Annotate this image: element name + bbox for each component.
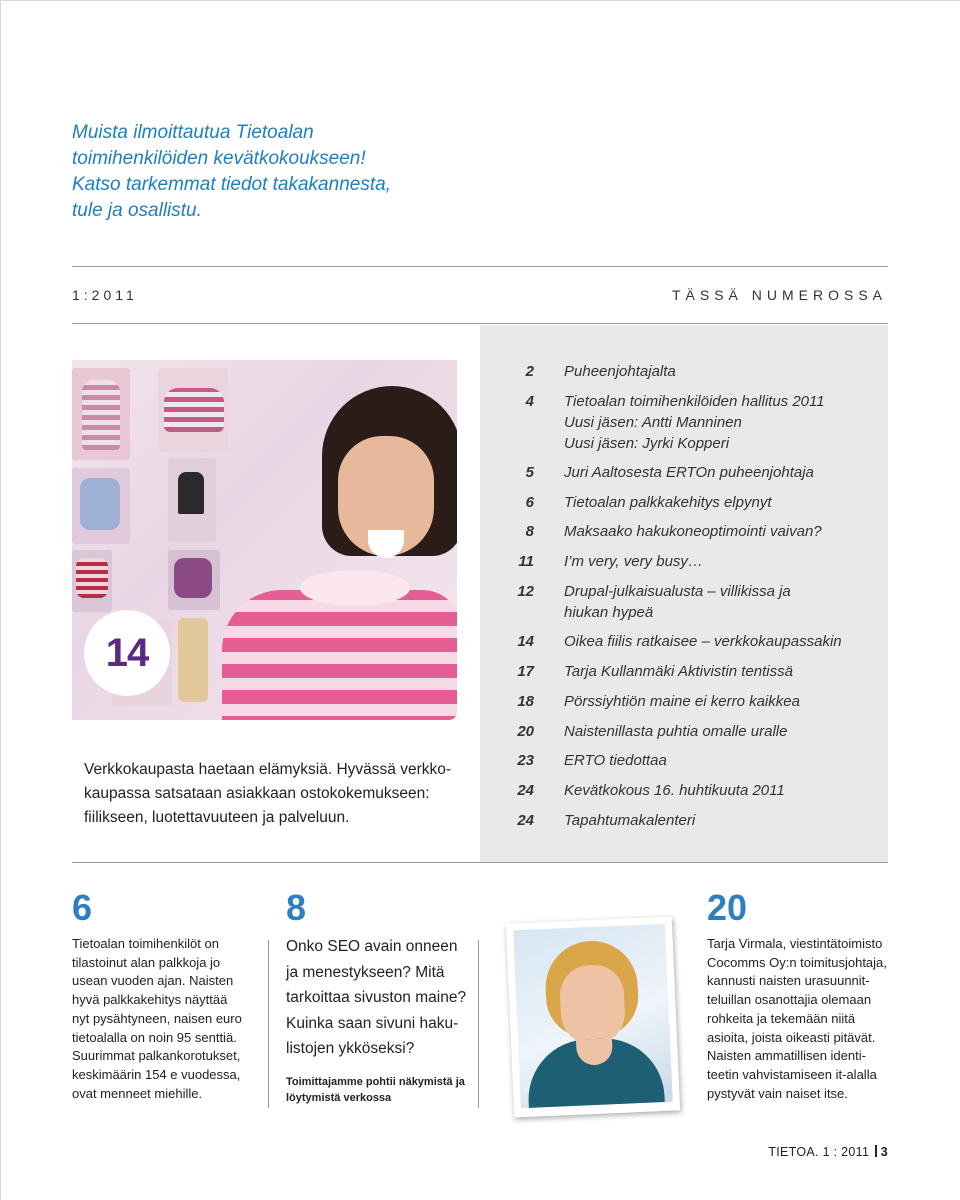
caption-line: kaupassa satsataan asiakkaan ostokokemukseen: [84,785,430,802]
toc-title: Tapahtumakalenteri [564,812,696,829]
toc-subtitle: Uusi jäsen: Jyrki Kopperi [564,435,730,452]
toc-title: Pörssiyhtiön maine ei kerro kaikkea [564,693,800,710]
toc-title: Tietoalan toimihenkilöiden hallitus 2011 [564,393,825,410]
toc-page-number: 5 [525,464,534,481]
magazine-issue: TIETOA. 1 : 2011 [768,1145,870,1159]
toc-title: ERTO tiedottaa [564,752,667,769]
toc-title-continued: hiukan hypeä [564,604,654,621]
teaser-page-number: 8 [286,887,307,928]
toc-page-number: 24 [517,812,534,829]
toc-page-number: 23 [517,752,534,769]
column-divider [268,940,269,1108]
note-line: löytymistä verkossa [286,1091,392,1104]
page-footer [768,1145,888,1159]
toc-page-number: 4 [525,393,534,410]
teaser-line: Kuinka saan sivuni haku- [286,1014,459,1032]
teaser-line: kannusti naisten urasuunnit- [707,973,870,989]
toc-title: Juri Aaltosesta ERTOn puheenjohtaja [564,464,814,481]
reminder-line: Muista ilmoittautua Tietoalan [72,122,314,143]
teaser-line: teetin vahvistamiseen it-alalla [707,1066,877,1082]
teaser-line: ovat menneet miehille. [72,1085,203,1101]
teaser-line: Naisten ammatillisen identi- [707,1048,866,1064]
teaser-seo-text [286,934,466,1062]
teaser-line: Cocomms Oy:n toimitusjohtaja, [707,954,887,970]
reminder-line: toimihenkilöiden kevätkokoukseen! [72,148,366,169]
table-of-contents [480,325,888,862]
header-top-rule [72,266,888,267]
teaser-line: teluillan osanottajia olemaan [707,992,872,1008]
toc-page-number: 2 [525,363,534,380]
teaser-page-number: 20 [707,887,748,928]
caption-line: fiilikseen, luotettavuuteen ja palveluun. [84,809,350,826]
toc-page-number: 20 [517,723,534,740]
teaser-career-text [707,935,887,1103]
teaser-line: usean vuoden ajan. Naisten [72,973,234,989]
teaser-line: Tietoalan toimihenkilöt on [72,936,219,951]
teaser-line: keskimäärin 154 e vuodessa, [72,1066,241,1082]
toc-page-number: 17 [517,663,534,680]
issue-number: 1:2011 [72,287,138,303]
teaser-salary-text [72,935,242,1103]
toc-page-number: 24 [517,782,534,799]
toc-title: Kevätkokous 16. huhtikuuta 2011 [564,782,785,799]
page-edge-top [0,0,960,1]
toc-title: Naistenillasta puhtia omalle uralle [564,723,788,740]
teaser-line: hyvä palkkakehitys näyttää [72,992,228,1008]
toc-page-number: 12 [517,583,534,600]
portrait-photo [506,916,680,1117]
page-edge-left [0,0,1,1200]
toc-title: Drupal-julkaisualusta – villikissa ja [564,583,791,600]
footer-separator [875,1145,877,1157]
toc-title: Puheenjohtajalta [564,363,676,380]
toc-title: Tarja Kullanmäki Aktivistin tentissä [564,663,793,680]
teaser-line: Suurimmat palkankorotukset, [72,1048,241,1064]
column-divider [478,940,479,1108]
page-number: 3 [880,1145,888,1159]
toc-subtitle: Uusi jäsen: Antti Manninen [564,414,742,431]
toc-page-number: 14 [517,633,534,650]
teaser-line: tietoalalla on noin 95 senttiä. [72,1029,237,1045]
note-line: Toimittajamme pohtii näkymistä ja [286,1076,465,1088]
teaser-line: Tarja Virmala, viestintätoimisto [707,936,883,951]
teaser-line: asioita, joista oikeasti pitävät. [707,1029,876,1045]
toc-title: Tietoalan palkkakehitys elpynyt [564,494,772,511]
toc-page-number: 18 [517,693,534,710]
teaser-line: nyt pysähtyneen, naisen euro [72,1010,242,1026]
teaser-line: ja menestykseen? Mitä [286,963,445,981]
teaser-page-number: 6 [72,887,93,928]
toc-page-number: 8 [525,523,534,540]
toc-page-number: 11 [518,553,534,570]
header-bottom-rule [72,323,888,324]
teaser-line: tilastoinut alan palkkoja jo [72,954,221,970]
caption-line: Verkkokaupasta haetaan elämyksiä. Hyvässä verkko- [84,761,452,778]
reminder-line: Katso tarkemmat tiedot takakannesta, [72,174,391,195]
teaser-line: rohkeita ja tekemään niitä [707,1010,856,1026]
feature-page-badge: 14 [84,610,170,696]
teaser-line: tarkoittaa sivuston maine? [286,989,467,1006]
toc-page-number: 6 [525,494,534,511]
teaser-line: pystyvät vain naiset itse. [707,1085,848,1101]
teaser-line: listojen ykköseksi? [286,1040,415,1057]
toc-title: Oikea fiilis ratkaisee – verkkokaupassakin [564,633,842,650]
section-divider [72,862,888,863]
toc-title: I’m very, very busy… [564,553,703,570]
reminder-line: tule ja osallistu. [72,200,202,221]
event-reminder [72,120,432,224]
teaser-line: Onko SEO avain onneen [286,938,458,955]
teaser-seo-note [286,1075,465,1106]
feature-caption [84,758,454,830]
toc-title: Maksaako hakukoneoptimointi vaivan? [564,523,822,540]
section-title: TÄSSÄ NUMEROSSA [671,287,887,303]
